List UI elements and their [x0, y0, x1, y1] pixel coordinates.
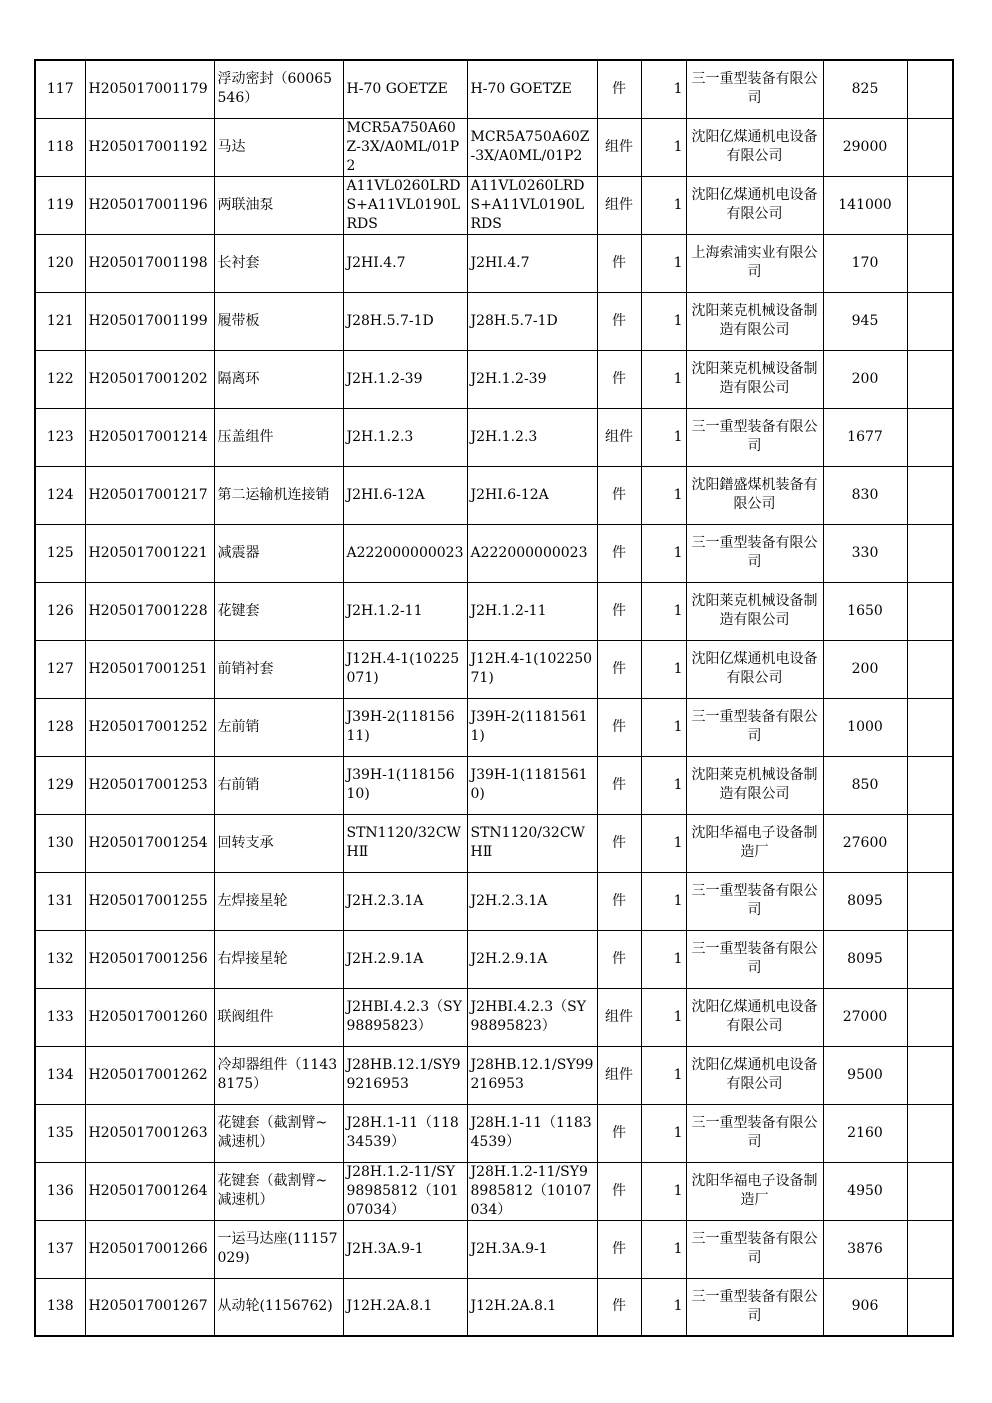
item-code-cell: H205017001179 [85, 60, 214, 118]
price-cell: 170 [823, 234, 907, 292]
supplier-cell: 三一重型装备有限公司 [686, 872, 823, 930]
supplier-cell: 沈阳莱克机械设备制造有限公司 [686, 292, 823, 350]
table-body [35, 60, 953, 1336]
row-number-cell: 122 [35, 350, 85, 408]
quantity-cell: 1 [641, 698, 686, 756]
unit-cell: 件 [597, 872, 641, 930]
spec-model-cell: A11VL0260LRDS+A11VL0190LRDS [343, 176, 467, 234]
spec-model-alt-cell: J12H.4-1(10225071) [467, 640, 597, 698]
price-cell: 4950 [823, 1162, 907, 1220]
row-number-cell: 133 [35, 988, 85, 1046]
price-cell: 3876 [823, 1220, 907, 1278]
price-cell: 9500 [823, 1046, 907, 1104]
table-row [35, 1046, 953, 1104]
row-number-cell: 124 [35, 466, 85, 524]
item-name-cell: 隔离环 [214, 350, 343, 408]
parts-table [34, 59, 954, 1337]
table-row [35, 118, 953, 176]
quantity-cell: 1 [641, 466, 686, 524]
item-code-cell: H205017001262 [85, 1046, 214, 1104]
unit-cell: 件 [597, 524, 641, 582]
item-code-cell: H205017001196 [85, 176, 214, 234]
row-number-cell: 123 [35, 408, 85, 466]
spec-model-alt-cell: STN1120/32CWHⅡ [467, 814, 597, 872]
unit-cell: 件 [597, 698, 641, 756]
unit-cell: 件 [597, 1104, 641, 1162]
price-cell: 8095 [823, 930, 907, 988]
price-cell: 830 [823, 466, 907, 524]
row-number-cell: 138 [35, 1278, 85, 1336]
item-name-cell: 两联油泵 [214, 176, 343, 234]
row-number-cell: 119 [35, 176, 85, 234]
remarks-cell [907, 350, 953, 408]
remarks-cell [907, 640, 953, 698]
price-cell: 906 [823, 1278, 907, 1336]
row-number-cell: 126 [35, 582, 85, 640]
item-code-cell: H205017001199 [85, 292, 214, 350]
table-row [35, 582, 953, 640]
table-row [35, 234, 953, 292]
table-row [35, 1104, 953, 1162]
price-cell: 200 [823, 350, 907, 408]
spec-model-cell: J2H.1.2.3 [343, 408, 467, 466]
spec-model-cell: J12H.2A.8.1 [343, 1278, 467, 1336]
unit-cell: 件 [597, 1162, 641, 1220]
item-name-cell: 减震器 [214, 524, 343, 582]
item-name-cell: 第二运输机连接销 [214, 466, 343, 524]
spec-model-cell: J2HI.4.7 [343, 234, 467, 292]
unit-cell: 件 [597, 1278, 641, 1336]
item-code-cell: H205017001217 [85, 466, 214, 524]
supplier-cell: 三一重型装备有限公司 [686, 524, 823, 582]
remarks-cell [907, 988, 953, 1046]
unit-cell: 件 [597, 1220, 641, 1278]
spec-model-cell: J2HBⅠ.4.2.3（SY98895823） [343, 988, 467, 1046]
item-code-cell: H205017001260 [85, 988, 214, 1046]
price-cell: 8095 [823, 872, 907, 930]
quantity-cell: 1 [641, 350, 686, 408]
unit-cell: 件 [597, 640, 641, 698]
remarks-cell [907, 60, 953, 118]
spec-model-alt-cell: J2H.3A.9-1 [467, 1220, 597, 1278]
row-number-cell: 130 [35, 814, 85, 872]
item-code-cell: H205017001198 [85, 234, 214, 292]
quantity-cell: 1 [641, 234, 686, 292]
remarks-cell [907, 1162, 953, 1220]
item-code-cell: H205017001192 [85, 118, 214, 176]
item-name-cell: 花键套（截割臂~减速机） [214, 1162, 343, 1220]
row-number-cell: 125 [35, 524, 85, 582]
quantity-cell: 1 [641, 1278, 686, 1336]
spec-model-alt-cell: J2H.1.2-11 [467, 582, 597, 640]
table-row [35, 408, 953, 466]
spec-model-alt-cell: J39H-1(11815610) [467, 756, 597, 814]
item-name-cell: 一运马达座(11157029) [214, 1220, 343, 1278]
item-name-cell: 前销衬套 [214, 640, 343, 698]
unit-cell: 件 [597, 292, 641, 350]
spec-model-cell: J12H.4-1(10225071) [343, 640, 467, 698]
spec-model-alt-cell: A222000000023 [467, 524, 597, 582]
quantity-cell: 1 [641, 640, 686, 698]
remarks-cell [907, 176, 953, 234]
row-number-cell: 132 [35, 930, 85, 988]
item-code-cell: H205017001214 [85, 408, 214, 466]
supplier-cell: 沈阳莱克机械设备制造有限公司 [686, 756, 823, 814]
row-number-cell: 118 [35, 118, 85, 176]
supplier-cell: 沈阳莱克机械设备制造有限公司 [686, 582, 823, 640]
row-number-cell: 121 [35, 292, 85, 350]
remarks-cell [907, 408, 953, 466]
supplier-cell: 上海索浦实业有限公司 [686, 234, 823, 292]
unit-cell: 件 [597, 756, 641, 814]
supplier-cell: 三一重型装备有限公司 [686, 60, 823, 118]
price-cell: 2160 [823, 1104, 907, 1162]
price-cell: 200 [823, 640, 907, 698]
item-name-cell: 浮动密封（60065546） [214, 60, 343, 118]
quantity-cell: 1 [641, 814, 686, 872]
table-row [35, 1220, 953, 1278]
quantity-cell: 1 [641, 118, 686, 176]
row-number-cell: 137 [35, 1220, 85, 1278]
quantity-cell: 1 [641, 930, 686, 988]
quantity-cell: 1 [641, 408, 686, 466]
spec-model-alt-cell: J28H.5.7-1D [467, 292, 597, 350]
spec-model-cell: J39H-1(11815610) [343, 756, 467, 814]
remarks-cell [907, 524, 953, 582]
table-row [35, 60, 953, 118]
price-cell: 27600 [823, 814, 907, 872]
spec-model-alt-cell: J2H.2.3.1A [467, 872, 597, 930]
spec-model-alt-cell: A11VL0260LRDS+A11VL0190LRDS [467, 176, 597, 234]
row-number-cell: 135 [35, 1104, 85, 1162]
spec-model-cell: J2H.1.2-11 [343, 582, 467, 640]
item-code-cell: H205017001267 [85, 1278, 214, 1336]
unit-cell: 件 [597, 814, 641, 872]
unit-cell: 件 [597, 582, 641, 640]
spec-model-cell: STN1120/32CWHⅡ [343, 814, 467, 872]
table-row [35, 466, 953, 524]
price-cell: 27000 [823, 988, 907, 1046]
price-cell: 141000 [823, 176, 907, 234]
price-cell: 330 [823, 524, 907, 582]
price-cell: 1650 [823, 582, 907, 640]
spec-model-alt-cell: J2H.2.9.1A [467, 930, 597, 988]
spec-model-cell: J2HI.6-12A [343, 466, 467, 524]
row-number-cell: 129 [35, 756, 85, 814]
row-number-cell: 134 [35, 1046, 85, 1104]
unit-cell: 组件 [597, 176, 641, 234]
remarks-cell [907, 1278, 953, 1336]
table-row [35, 292, 953, 350]
table-row [35, 872, 953, 930]
price-cell: 825 [823, 60, 907, 118]
unit-cell: 件 [597, 60, 641, 118]
item-code-cell: H205017001253 [85, 756, 214, 814]
supplier-cell: 沈阳亿煤通机电设备有限公司 [686, 118, 823, 176]
item-code-cell: H205017001254 [85, 814, 214, 872]
item-code-cell: H205017001202 [85, 350, 214, 408]
spec-model-alt-cell: J28HB.12.1/SY99216953 [467, 1046, 597, 1104]
spec-model-alt-cell: J2HI.6-12A [467, 466, 597, 524]
table-row [35, 1278, 953, 1336]
remarks-cell [907, 814, 953, 872]
price-cell: 29000 [823, 118, 907, 176]
supplier-cell: 沈阳鐠盛煤机装备有限公司 [686, 466, 823, 524]
quantity-cell: 1 [641, 582, 686, 640]
supplier-cell: 沈阳亿煤通机电设备有限公司 [686, 640, 823, 698]
remarks-cell [907, 118, 953, 176]
spec-model-cell: H-70 GOETZE [343, 60, 467, 118]
spec-model-alt-cell: J39H-2(11815611) [467, 698, 597, 756]
supplier-cell: 三一重型装备有限公司 [686, 408, 823, 466]
quantity-cell: 1 [641, 988, 686, 1046]
table-row [35, 640, 953, 698]
unit-cell: 件 [597, 466, 641, 524]
remarks-cell [907, 698, 953, 756]
unit-cell: 件 [597, 234, 641, 292]
spec-model-cell: J2H.2.3.1A [343, 872, 467, 930]
supplier-cell: 沈阳亿煤通机电设备有限公司 [686, 988, 823, 1046]
spec-model-alt-cell: J28H.1.2-11/SY98985812（10107034） [467, 1162, 597, 1220]
remarks-cell [907, 756, 953, 814]
supplier-cell: 三一重型装备有限公司 [686, 1220, 823, 1278]
supplier-cell: 沈阳华福电子设备制造厂 [686, 814, 823, 872]
item-code-cell: H205017001256 [85, 930, 214, 988]
quantity-cell: 1 [641, 756, 686, 814]
item-name-cell: 联阀组件 [214, 988, 343, 1046]
spec-model-cell: J28HB.12.1/SY99216953 [343, 1046, 467, 1104]
quantity-cell: 1 [641, 1220, 686, 1278]
supplier-cell: 沈阳华福电子设备制造厂 [686, 1162, 823, 1220]
supplier-cell: 沈阳亿煤通机电设备有限公司 [686, 176, 823, 234]
unit-cell: 组件 [597, 118, 641, 176]
item-code-cell: H205017001255 [85, 872, 214, 930]
item-name-cell: 履带板 [214, 292, 343, 350]
quantity-cell: 1 [641, 1104, 686, 1162]
price-cell: 1677 [823, 408, 907, 466]
row-number-cell: 117 [35, 60, 85, 118]
table-row [35, 350, 953, 408]
spec-model-alt-cell: J12H.2A.8.1 [467, 1278, 597, 1336]
item-name-cell: 右焊接星轮 [214, 930, 343, 988]
remarks-cell [907, 1104, 953, 1162]
remarks-cell [907, 234, 953, 292]
unit-cell: 件 [597, 930, 641, 988]
item-code-cell: H205017001221 [85, 524, 214, 582]
remarks-cell [907, 1220, 953, 1278]
item-name-cell: 右前销 [214, 756, 343, 814]
spec-model-cell: J2H.2.9.1A [343, 930, 467, 988]
item-code-cell: H205017001264 [85, 1162, 214, 1220]
spec-model-alt-cell: J2H.1.2.3 [467, 408, 597, 466]
unit-cell: 组件 [597, 408, 641, 466]
item-name-cell: 从动轮(1156762) [214, 1278, 343, 1336]
table-row [35, 1162, 953, 1220]
item-code-cell: H205017001251 [85, 640, 214, 698]
unit-cell: 组件 [597, 1046, 641, 1104]
supplier-cell: 三一重型装备有限公司 [686, 930, 823, 988]
remarks-cell [907, 466, 953, 524]
quantity-cell: 1 [641, 292, 686, 350]
supplier-cell: 三一重型装备有限公司 [686, 1278, 823, 1336]
remarks-cell [907, 292, 953, 350]
spec-model-alt-cell: H-70 GOETZE [467, 60, 597, 118]
row-number-cell: 131 [35, 872, 85, 930]
quantity-cell: 1 [641, 872, 686, 930]
table-row [35, 524, 953, 582]
price-cell: 1000 [823, 698, 907, 756]
item-name-cell: 长衬套 [214, 234, 343, 292]
spec-model-alt-cell: J28H.1-11（11834539） [467, 1104, 597, 1162]
spec-model-alt-cell: MCR5A750A60Z-3X/A0ML/01P2 [467, 118, 597, 176]
supplier-cell: 三一重型装备有限公司 [686, 698, 823, 756]
spec-model-alt-cell: J2HI.4.7 [467, 234, 597, 292]
spec-model-cell: J28H.5.7-1D [343, 292, 467, 350]
spec-model-cell: A222000000023 [343, 524, 467, 582]
item-name-cell: 冷却器组件（11438175） [214, 1046, 343, 1104]
quantity-cell: 1 [641, 1162, 686, 1220]
item-code-cell: H205017001252 [85, 698, 214, 756]
row-number-cell: 120 [35, 234, 85, 292]
quantity-cell: 1 [641, 1046, 686, 1104]
table-row [35, 988, 953, 1046]
unit-cell: 件 [597, 350, 641, 408]
item-code-cell: H205017001228 [85, 582, 214, 640]
item-name-cell: 花键套 [214, 582, 343, 640]
price-cell: 945 [823, 292, 907, 350]
price-cell: 850 [823, 756, 907, 814]
supplier-cell: 沈阳莱克机械设备制造有限公司 [686, 350, 823, 408]
spec-model-cell: J2H.3A.9-1 [343, 1220, 467, 1278]
item-code-cell: H205017001263 [85, 1104, 214, 1162]
spec-model-alt-cell: J2H.1.2-39 [467, 350, 597, 408]
table-row [35, 930, 953, 988]
remarks-cell [907, 872, 953, 930]
unit-cell: 组件 [597, 988, 641, 1046]
spec-model-cell: J28H.1-11（11834539） [343, 1104, 467, 1162]
spec-model-cell: J2H.1.2-39 [343, 350, 467, 408]
item-name-cell: 花键套（截割臂~减速机） [214, 1104, 343, 1162]
item-name-cell: 回转支承 [214, 814, 343, 872]
supplier-cell: 沈阳亿煤通机电设备有限公司 [686, 1046, 823, 1104]
quantity-cell: 1 [641, 60, 686, 118]
row-number-cell: 128 [35, 698, 85, 756]
spec-model-cell: J28H.1.2-11/SY98985812（10107034） [343, 1162, 467, 1220]
row-number-cell: 127 [35, 640, 85, 698]
table-row [35, 814, 953, 872]
item-name-cell: 马达 [214, 118, 343, 176]
spec-model-alt-cell: J2HBⅠ.4.2.3（SY98895823） [467, 988, 597, 1046]
table-row [35, 176, 953, 234]
item-name-cell: 左前销 [214, 698, 343, 756]
spec-model-cell: J39H-2(11815611) [343, 698, 467, 756]
table-row [35, 698, 953, 756]
remarks-cell [907, 1046, 953, 1104]
quantity-cell: 1 [641, 176, 686, 234]
item-name-cell: 左焊接星轮 [214, 872, 343, 930]
remarks-cell [907, 930, 953, 988]
quantity-cell: 1 [641, 524, 686, 582]
item-code-cell: H205017001266 [85, 1220, 214, 1278]
row-number-cell: 136 [35, 1162, 85, 1220]
item-name-cell: 压盖组件 [214, 408, 343, 466]
remarks-cell [907, 582, 953, 640]
table-row [35, 756, 953, 814]
supplier-cell: 三一重型装备有限公司 [686, 1104, 823, 1162]
spec-model-cell: MCR5A750A60Z-3X/A0ML/01P2 [343, 118, 467, 176]
